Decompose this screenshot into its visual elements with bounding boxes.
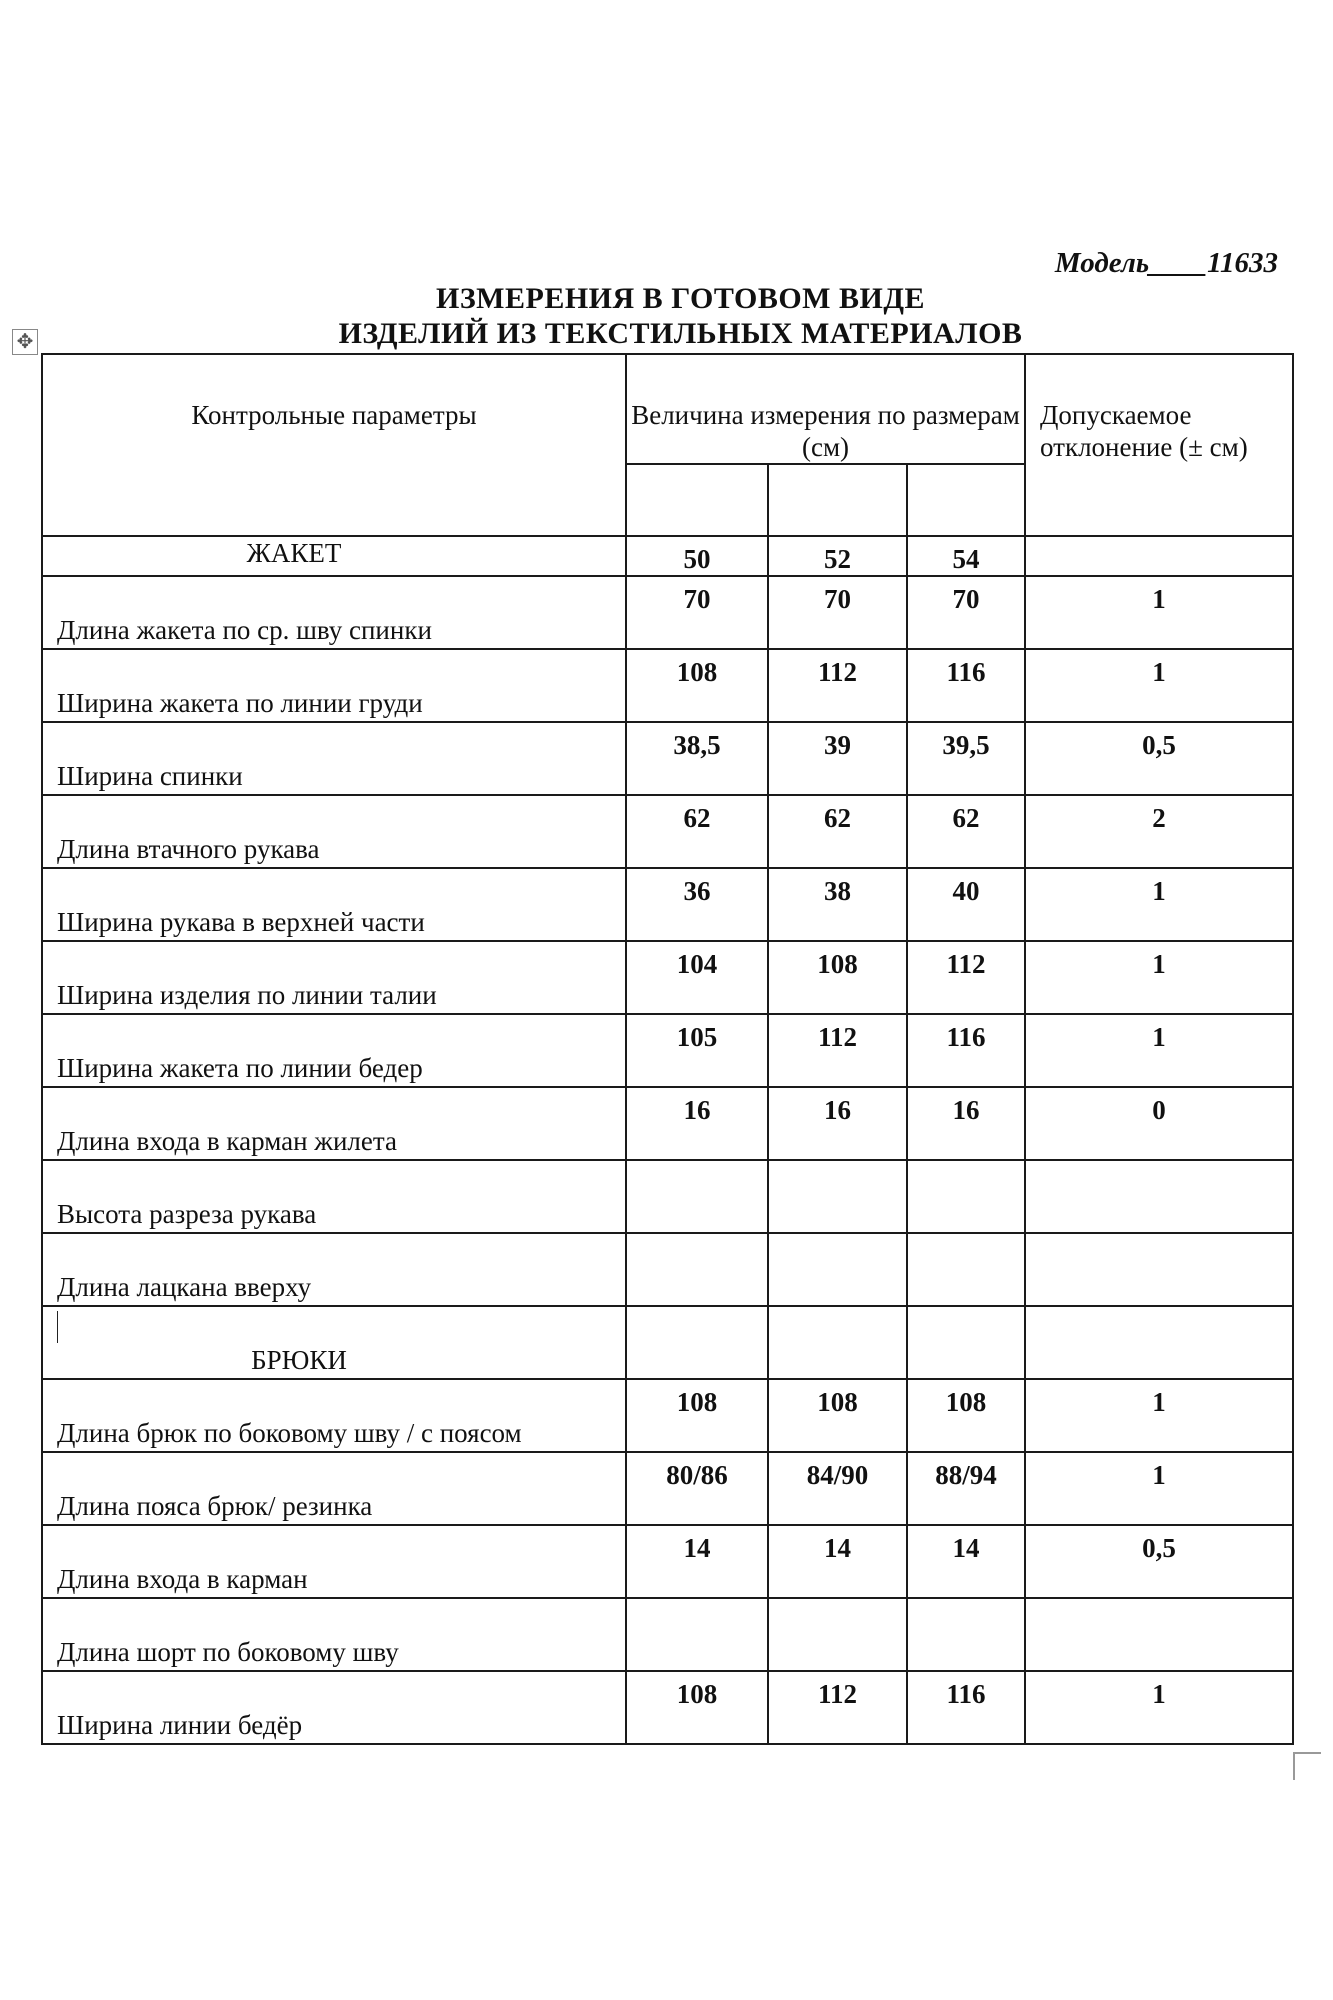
deviation-cell: 1 — [1025, 1452, 1293, 1525]
row-label: Ширина жакета по линии бедер — [42, 1014, 626, 1087]
value-cell: 112 — [768, 649, 907, 722]
value-cell — [768, 1233, 907, 1306]
jacket-section-row — [42, 536, 1293, 576]
row-label: Длина брюк по боковому шву / с поясом — [42, 1379, 626, 1452]
value-cell — [626, 1233, 768, 1306]
value-cell: 105 — [626, 1014, 768, 1087]
deviation-cell: 0,5 — [1025, 1525, 1293, 1598]
value-cell: 108 — [907, 1379, 1025, 1452]
deviation-cell: 1 — [1025, 868, 1293, 941]
header-empty-cell — [626, 464, 768, 536]
value-cell: 14 — [907, 1525, 1025, 1598]
value-cell: 116 — [907, 1671, 1025, 1744]
deviation-cell: 0,5 — [1025, 722, 1293, 795]
value-cell: 104 — [626, 941, 768, 1014]
table-row — [42, 722, 1293, 795]
deviation-cell — [1025, 1598, 1293, 1671]
table-row — [42, 1379, 1293, 1452]
size-52: 52 — [768, 536, 907, 576]
empty-cell — [907, 1306, 1025, 1379]
row-label: Длина лацкана вверху — [42, 1233, 626, 1306]
value-cell — [907, 1160, 1025, 1233]
row-label: Ширина изделия по линии талии — [42, 941, 626, 1014]
value-cell: 39 — [768, 722, 907, 795]
table-row — [42, 576, 1293, 649]
table-row — [42, 1233, 1293, 1306]
value-cell: 62 — [768, 795, 907, 868]
table-row — [42, 1452, 1293, 1525]
value-cell: 62 — [907, 795, 1025, 868]
value-cell: 108 — [626, 649, 768, 722]
deviation-cell — [1025, 1160, 1293, 1233]
value-cell — [907, 1598, 1025, 1671]
row-label: Высота разреза рукава — [42, 1160, 626, 1233]
value-cell — [768, 1160, 907, 1233]
table-row — [42, 1014, 1293, 1087]
deviation-cell: 1 — [1025, 1379, 1293, 1452]
table-row — [42, 1525, 1293, 1598]
table-row — [42, 1671, 1293, 1744]
table-row — [42, 941, 1293, 1014]
row-label: Длина входа в карман жилета — [42, 1087, 626, 1160]
value-cell: 38 — [768, 868, 907, 941]
document-title-line2: ИЗДЕЛИЙ ИЗ ТЕКСТИЛЬНЫХ МАТЕРИАЛОВ — [338, 317, 1023, 350]
header-empty-cell — [907, 464, 1025, 536]
value-cell: 88/94 — [907, 1452, 1025, 1525]
header-deviation: Допускаемое отклонение (± см) — [1025, 354, 1293, 536]
row-label: Ширина линии бедёр — [42, 1671, 626, 1744]
row-label: Длина жакета по ср. шву спинки — [42, 576, 626, 649]
value-cell: 16 — [768, 1087, 907, 1160]
row-label: Ширина спинки — [42, 722, 626, 795]
measurements-table — [41, 353, 1294, 1745]
header-param: Контрольные параметры — [42, 354, 626, 536]
section-pants — [42, 1306, 626, 1379]
value-cell — [626, 1160, 768, 1233]
deviation-cell: 0 — [1025, 1087, 1293, 1160]
row-label: Длина шорт по боковому шву — [42, 1598, 626, 1671]
deviation-cell: 1 — [1025, 649, 1293, 722]
header-size-group: Величина измерения по размерам (см) — [626, 354, 1025, 464]
table-row — [42, 1160, 1293, 1233]
pants-section-row — [42, 1306, 1293, 1379]
deviation-cell: 1 — [1025, 576, 1293, 649]
value-cell: 14 — [626, 1525, 768, 1598]
empty-cell — [768, 1306, 907, 1379]
value-cell: 39,5 — [907, 722, 1025, 795]
value-cell: 116 — [907, 1014, 1025, 1087]
page-corner-mark — [1293, 1752, 1321, 1780]
document-title-line1: ИЗМЕРЕНИЯ В ГОТОВОМ ВИДЕ — [436, 282, 925, 315]
table-row — [42, 1087, 1293, 1160]
header-empty-cell — [768, 464, 907, 536]
value-cell: 16 — [907, 1087, 1025, 1160]
value-cell: 36 — [626, 868, 768, 941]
size-50: 50 — [626, 536, 768, 576]
value-cell — [768, 1598, 907, 1671]
text-cursor — [57, 1311, 58, 1343]
value-cell: 108 — [626, 1671, 768, 1744]
section-jacket: ЖАКЕТ — [42, 536, 626, 576]
model-number: Модель____11633 — [1054, 247, 1278, 279]
deviation-cell: 1 — [1025, 1014, 1293, 1087]
deviation-cell: 1 — [1025, 1671, 1293, 1744]
value-cell: 70 — [626, 576, 768, 649]
value-cell: 108 — [768, 941, 907, 1014]
value-cell: 70 — [907, 576, 1025, 649]
row-label: Длина пояса брюк/ резинка — [42, 1452, 626, 1525]
table-row — [42, 649, 1293, 722]
value-cell: 84/90 — [768, 1452, 907, 1525]
value-cell: 112 — [768, 1671, 907, 1744]
value-cell: 40 — [907, 868, 1025, 941]
value-cell: 70 — [768, 576, 907, 649]
value-cell: 62 — [626, 795, 768, 868]
table-row — [42, 1598, 1293, 1671]
row-label: Ширина жакета по линии груди — [42, 649, 626, 722]
value-cell: 112 — [907, 941, 1025, 1014]
section-pants-label: БРЮКИ — [251, 1345, 347, 1375]
table-row — [42, 868, 1293, 941]
deviation-cell — [1025, 1233, 1293, 1306]
value-cell: 116 — [907, 649, 1025, 722]
table-move-handle-icon[interactable]: ✥ — [12, 329, 38, 355]
table-row — [42, 795, 1293, 868]
value-cell: 80/86 — [626, 1452, 768, 1525]
row-label: Ширина рукава в верхней части — [42, 868, 626, 941]
value-cell — [626, 1598, 768, 1671]
empty-cell — [1025, 1306, 1293, 1379]
size-54: 54 — [907, 536, 1025, 576]
empty-cell — [1025, 536, 1293, 576]
row-label: Длина входа в карман — [42, 1525, 626, 1598]
empty-cell — [626, 1306, 768, 1379]
value-cell: 108 — [768, 1379, 907, 1452]
row-label: Длина втачного рукава — [42, 795, 626, 868]
value-cell — [907, 1233, 1025, 1306]
value-cell: 112 — [768, 1014, 907, 1087]
deviation-cell: 2 — [1025, 795, 1293, 868]
value-cell: 14 — [768, 1525, 907, 1598]
value-cell: 108 — [626, 1379, 768, 1452]
value-cell: 16 — [626, 1087, 768, 1160]
deviation-cell: 1 — [1025, 941, 1293, 1014]
header-row — [42, 354, 1293, 464]
value-cell: 38,5 — [626, 722, 768, 795]
